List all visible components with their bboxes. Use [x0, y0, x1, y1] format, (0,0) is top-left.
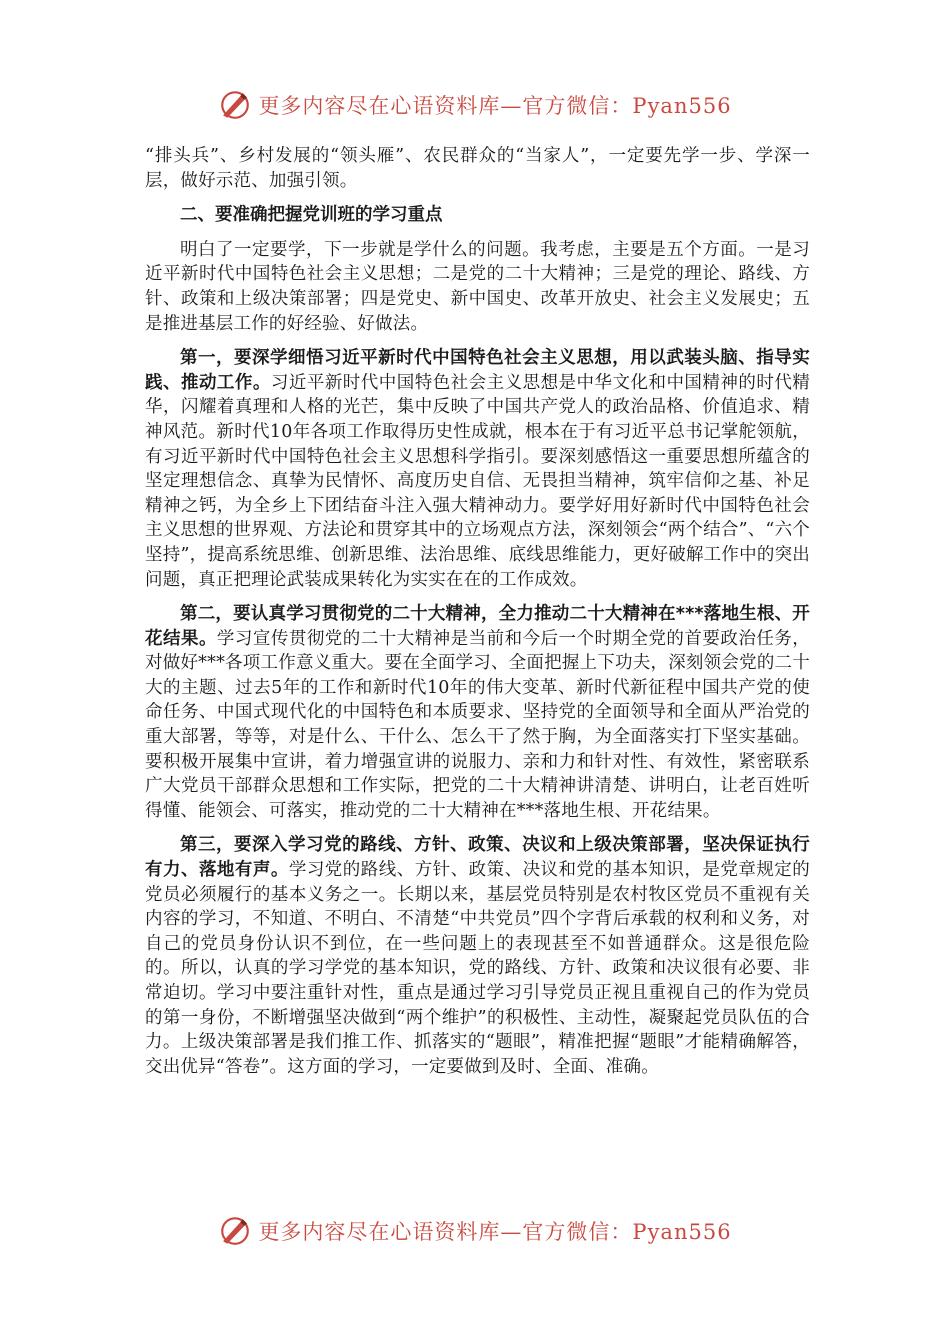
pen-logo-icon — [218, 1214, 252, 1248]
paragraph-first-lead: 第一，要深学细悟习近平新时代中国特色社会主义思想，用以武装头脑、指导实践、推动工作。 — [145, 348, 810, 393]
banner-text: 更多内容尽在心语资料库—官方微信：Pyan556 — [258, 1220, 732, 1244]
banner-text: 更多内容尽在心语资料库—官方微信：Pyan556 — [258, 94, 732, 118]
paragraph-intro-continuation: “排头兵”、乡村发展的“领头雁”、农民群众的“当家人”，一定要先学一步、学深一层，做好示范、加强引领。 — [145, 146, 810, 191]
paragraph-third-body: 学习党的路线、方针、政策、决议和党的基本知识，是党章规定的党员必须履行的基本义务之一。长期以来，基层党员特别是农村牧区党员不重视有关内容的学习，不知道、不明白、不清楚“中共党员”四个字背后承载的权利和义务，对自己的党员身份认识不到位，在一些问题上的表现甚至不如普通群众。这是很危险的。所以，认真的学习学党的基本知识，党的路线、方针、政策和决议很有必要、非常迫切。学习中要注重针对性，重点是通过学习引导党员正视且重视自己的作为党员的第一身份，不断增强坚决做到“两个维护”的积极性、主动性，凝聚起党员队伍的合力。上级决策部署是我们推工作、抓落实的“题眼”，精准把握“题眼”才能精确解答，交出优异“答卷”。这方面的学习，一定要做到及时、全面、准确。 — [145, 860, 810, 1077]
pen-logo-icon — [218, 88, 252, 122]
paragraph-first-body: 习近平新时代中国特色社会主义思想是中华文化和中国精神的时代精华，闪耀着真理和人格的光芒，集中反映了中国共产党人的政治品格、价值追求、精神风范。新时代10年各项工作取得历史性成就，根本在于有习近平总书记掌舵领航，有习近平新时代中国特色社会主义思想科学指引。要深刻感悟这一重要思想所蕴含的坚定理想信念、真挚为民情怀、高度历史自信、无畏担当精神，筑牢信仰之基、补足精神之钙，为全乡上下团结奋斗注入强大精神动力。要学好用好新时代中国特色社会主义思想的世界观、方法论和贯穿其中的立场观点方法，深刻领会“两个结合”、“六个坚持”，提高系统思维、创新思维、法治思维、底线思维能力，更好破解工作中的突出问题，真正把理论武装成果转化为实实在在的工作成效。 — [145, 372, 811, 590]
footer-banner — [0, 1206, 950, 1256]
paragraph-second-body: 学习宣传贯彻党的二十大精神是当前和今后一个时期全党的首要政治任务，对做好***各项工作意义重大。要在全面学习、全面把握上下功夫，深刻领会党的二十大的主题、过去5年的工作和新时代10年的伟大变革、新时代新征程中国共产党的使命任务、中国式现代化的中国特色和本质要求、坚持党的全面领导和全面从严治党的重大部署，等等，对是什么、干什么、怎么干了然于胸，为全面落实打下坚实基础。要积极开展集中宣讲，着力增强宣讲的说服力、亲和力和针对性、有效性，紧密联系广大党员干部群众思想和工作实际，把党的二十大精神讲清楚、讲明白，让老百姓听得懂、能领会、可落实，推动党的二十大精神在***落地生根、开花结果。 — [145, 628, 810, 821]
paragraph-third — [145, 833, 810, 1079]
paragraph-first — [145, 346, 810, 592]
paragraph-third-lead: 第三，要深入学习党的路线、方针、政策、决议和上级决策部署，坚决保证执行有力、落地有声。 — [145, 835, 810, 881]
paragraph-second-lead: 第二，要认真学习贯彻党的二十大精神，全力推动二十大精神在***落地生根、开花结果。 — [145, 604, 810, 649]
header-banner — [0, 80, 950, 130]
paragraph-second — [145, 602, 810, 823]
document-body — [145, 144, 810, 1089]
paragraph-overview: 明白了一定要学，下一步就是学什么的问题。我考虑，主要是五个方面。一是习近平新时代中国特色社会主义思想；二是党的二十大精神；三是党的理论、路线、方针、政策和上级决策部署；四是党史、新中国史、改革开放史、社会主义发展史；五是推进基层工作的好经验、好做法。 — [145, 239, 810, 334]
section-heading: 二、要准确把握党训班的学习重点 — [180, 205, 443, 226]
